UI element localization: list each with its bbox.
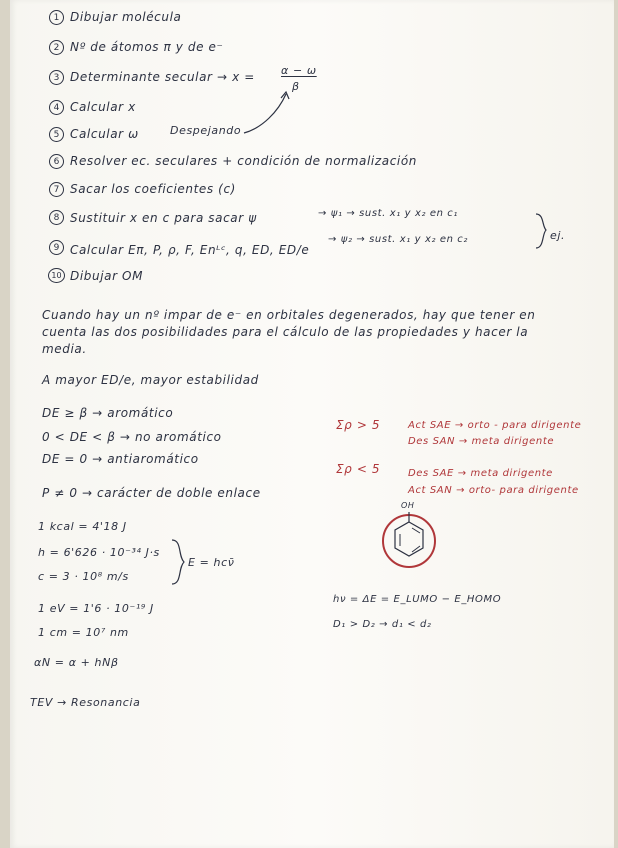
step-number-8: 8 — [49, 210, 64, 225]
constants-brace — [172, 540, 184, 584]
planck-constant: h = 6'626 · 10⁻³⁴ J·s — [38, 546, 160, 559]
speed-of-light: c = 3 · 10⁸ m/s — [38, 570, 129, 583]
step-number-4: 4 — [49, 100, 64, 115]
alpha-heteroatom: αN = α + hNβ — [34, 656, 119, 669]
positive-sum-label: Σρ > 5 — [336, 418, 381, 432]
kcal-conversion: 1 kcal = 4'18 J — [38, 520, 127, 533]
step-8-example-note: ej. — [550, 229, 566, 242]
benzene-ring-icon — [395, 522, 423, 556]
despejando-arrow — [244, 94, 286, 133]
despejando-note: Despejando — [170, 124, 242, 137]
deactivating-san-rule: Des SAN → meta dirigente — [408, 436, 555, 447]
step-6-text: Resolver ec. seculares + condición de normalización — [70, 154, 417, 168]
step-number-3: 3 — [49, 70, 64, 85]
bond-length-comparison: D₁ > D₂ → d₁ < d₂ — [333, 619, 432, 630]
double-bond-rule: P ≠ 0 → carácter de doble enlace — [42, 486, 261, 500]
homo-lumo-transition: hν = ΔE = E_LUMO − E_HOMO — [333, 594, 502, 605]
step-8-psi2: → ψ₂ → sust. x₁ y x₂ en c₂ — [328, 234, 469, 245]
activating-sae-rule: Act SAE → orto - para dirigente — [408, 420, 582, 431]
step-8-brace — [536, 214, 546, 248]
step-number-1: 1 — [49, 10, 64, 25]
step-9-text: Calcular Eπ, P, ρ, F, Enᴸᶜ, q, ED, ED/e — [70, 243, 310, 257]
step-5-text: Calcular ω — [70, 127, 139, 141]
cm-conversion: 1 cm = 10⁷ nm — [38, 626, 129, 639]
step-number-9: 9 — [49, 240, 64, 255]
aromatic-rule: DE ≥ β → aromático — [42, 406, 174, 420]
tev-resonance: TEV → Resonancia — [30, 696, 141, 709]
step-4-text: Calcular x — [70, 100, 136, 114]
activating-san-rule: Act SAN → orto- para dirigente — [408, 485, 579, 496]
phenol-oh-label: OH — [401, 501, 415, 510]
antiaromatic-rule: DE = 0 → antiaromático — [42, 452, 199, 466]
step-number-6: 6 — [49, 154, 64, 169]
step-number-2: 2 — [49, 40, 64, 55]
step-number-10: 10 — [48, 268, 65, 283]
step-8-text: Sustituir x en c para sacar ψ — [70, 211, 257, 225]
step-1-text: Dibujar molécula — [70, 10, 182, 24]
step-2-text: Nº de átomos π y de e⁻ — [70, 40, 224, 54]
step-number-7: 7 — [49, 182, 64, 197]
fraction-numerator: α − ω — [281, 64, 317, 77]
step-10-text: Dibujar OM — [70, 269, 144, 283]
stability-note: A mayor ED/e, mayor estabilidad — [42, 373, 259, 387]
non-aromatic-rule: 0 < DE < β → no aromático — [42, 430, 222, 444]
ev-conversion: 1 eV = 1'6 · 10⁻¹⁹ J — [38, 602, 154, 615]
energy-formula: E = hcν̄ — [188, 556, 235, 569]
phenol-circle — [383, 515, 435, 567]
degenerate-orbitals-note: Cuando hay un nº impar de e⁻ en orbitales degenerados, hay que tener en cuenta las dos posibilidades para el cálculo de las propiedades y hacer la media. — [42, 308, 536, 356]
step-8-psi1: → ψ₁ → sust. x₁ y x₂ en c₁ — [318, 208, 459, 219]
negative-sum-label: Σρ < 5 — [336, 462, 381, 476]
step-3-text: Determinante secular → x = — [70, 70, 255, 84]
step-number-5: 5 — [49, 127, 64, 142]
fraction-denominator: β — [292, 80, 300, 93]
deactivating-sae-rule: Des SAE → meta dirigente — [408, 468, 553, 479]
step-7-text: Sacar los coeficientes (c) — [70, 182, 236, 196]
